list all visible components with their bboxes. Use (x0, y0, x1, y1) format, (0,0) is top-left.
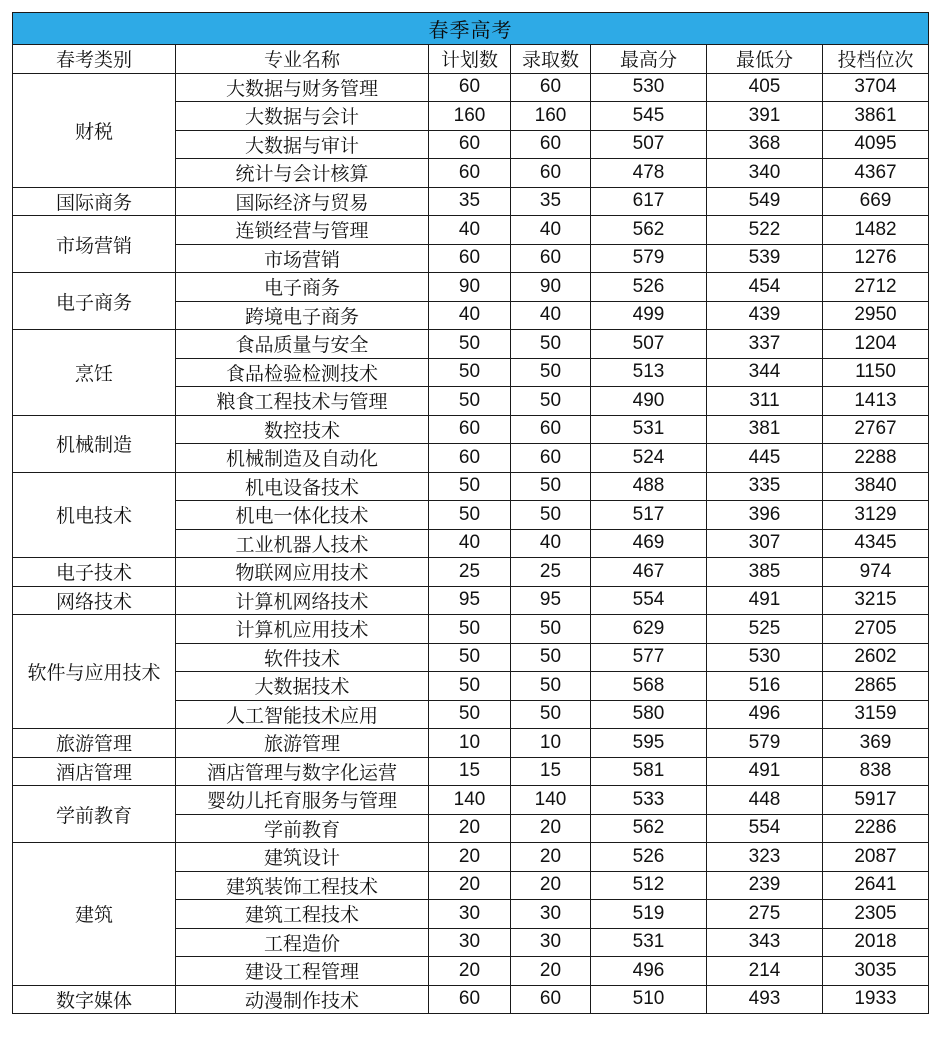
admitted-cell: 40 (511, 216, 591, 245)
table-row (13, 985, 929, 1014)
plan-cell: 60 (429, 444, 511, 473)
plan-cell: 50 (429, 358, 511, 387)
admitted-cell: 30 (511, 900, 591, 929)
rank-cell: 2018 (823, 928, 929, 957)
table-body (13, 73, 929, 1014)
major-cell: 连锁经营与管理 (176, 216, 429, 245)
rank-cell: 1276 (823, 244, 929, 273)
min-score-cell: 579 (707, 729, 823, 758)
rank-cell: 1204 (823, 330, 929, 359)
admitted-cell: 50 (511, 387, 591, 416)
max-score-cell: 513 (591, 358, 707, 387)
plan-cell: 20 (429, 957, 511, 986)
category-cell: 网络技术 (13, 586, 176, 615)
rank-cell: 2087 (823, 843, 929, 872)
header-admitted: 录取数 (511, 45, 591, 74)
max-score-cell: 507 (591, 130, 707, 159)
plan-cell: 35 (429, 187, 511, 216)
rank-cell: 669 (823, 187, 929, 216)
max-score-cell: 467 (591, 558, 707, 587)
rank-cell: 4095 (823, 130, 929, 159)
min-score-cell: 335 (707, 472, 823, 501)
admitted-cell: 25 (511, 558, 591, 587)
plan-cell: 40 (429, 301, 511, 330)
major-cell: 物联网应用技术 (176, 558, 429, 587)
category-cell: 软件与应用技术 (13, 615, 176, 729)
category-cell: 机械制造 (13, 415, 176, 472)
admitted-cell: 60 (511, 159, 591, 188)
max-score-cell: 519 (591, 900, 707, 929)
admitted-cell: 50 (511, 615, 591, 644)
category-cell: 旅游管理 (13, 729, 176, 758)
max-score-cell: 526 (591, 843, 707, 872)
category-cell: 学前教育 (13, 786, 176, 843)
major-cell: 大数据与财务管理 (176, 73, 429, 102)
plan-cell: 25 (429, 558, 511, 587)
min-score-cell: 381 (707, 415, 823, 444)
max-score-cell: 579 (591, 244, 707, 273)
plan-cell: 60 (429, 130, 511, 159)
admitted-cell: 140 (511, 786, 591, 815)
plan-cell: 20 (429, 843, 511, 872)
admitted-cell: 50 (511, 672, 591, 701)
rank-cell: 1413 (823, 387, 929, 416)
plan-cell: 30 (429, 900, 511, 929)
table-row (13, 73, 929, 102)
plan-cell: 50 (429, 700, 511, 729)
min-score-cell: 385 (707, 558, 823, 587)
major-cell: 数控技术 (176, 415, 429, 444)
max-score-cell: 510 (591, 985, 707, 1014)
major-cell: 旅游管理 (176, 729, 429, 758)
major-cell: 婴幼儿托育服务与管理 (176, 786, 429, 815)
plan-cell: 90 (429, 273, 511, 302)
major-cell: 大数据与审计 (176, 130, 429, 159)
max-score-cell: 526 (591, 273, 707, 302)
min-score-cell: 307 (707, 529, 823, 558)
plan-cell: 40 (429, 216, 511, 245)
min-score-cell: 491 (707, 757, 823, 786)
admitted-cell: 20 (511, 814, 591, 843)
rank-cell: 2305 (823, 900, 929, 929)
min-score-cell: 516 (707, 672, 823, 701)
table-row (13, 330, 929, 359)
plan-cell: 20 (429, 814, 511, 843)
min-score-cell: 340 (707, 159, 823, 188)
min-score-cell: 323 (707, 843, 823, 872)
rank-cell: 2641 (823, 871, 929, 900)
admitted-cell: 40 (511, 529, 591, 558)
max-score-cell: 512 (591, 871, 707, 900)
rank-cell: 2286 (823, 814, 929, 843)
table-row (13, 615, 929, 644)
plan-cell: 50 (429, 672, 511, 701)
min-score-cell: 391 (707, 102, 823, 131)
table-row (13, 472, 929, 501)
header-rank: 投档位次 (823, 45, 929, 74)
major-cell: 学前教育 (176, 814, 429, 843)
max-score-cell: 581 (591, 757, 707, 786)
min-score-cell: 439 (707, 301, 823, 330)
max-score-cell: 469 (591, 529, 707, 558)
min-score-cell: 344 (707, 358, 823, 387)
max-score-cell: 507 (591, 330, 707, 359)
admitted-cell: 30 (511, 928, 591, 957)
admitted-cell: 160 (511, 102, 591, 131)
category-cell: 酒店管理 (13, 757, 176, 786)
max-score-cell: 595 (591, 729, 707, 758)
header-min-score: 最低分 (707, 45, 823, 74)
min-score-cell: 368 (707, 130, 823, 159)
rank-cell: 2705 (823, 615, 929, 644)
min-score-cell: 448 (707, 786, 823, 815)
rank-cell: 2712 (823, 273, 929, 302)
min-score-cell: 554 (707, 814, 823, 843)
min-score-cell: 549 (707, 187, 823, 216)
header-plan: 计划数 (429, 45, 511, 74)
major-cell: 软件技术 (176, 643, 429, 672)
plan-cell: 50 (429, 615, 511, 644)
major-cell: 建筑工程技术 (176, 900, 429, 929)
admitted-cell: 60 (511, 985, 591, 1014)
major-cell: 建筑设计 (176, 843, 429, 872)
major-cell: 大数据技术 (176, 672, 429, 701)
plan-cell: 50 (429, 501, 511, 530)
rank-cell: 2602 (823, 643, 929, 672)
table-row (13, 273, 929, 302)
table-title: 春季高考 (13, 13, 929, 45)
major-cell: 建设工程管理 (176, 957, 429, 986)
admitted-cell: 20 (511, 843, 591, 872)
plan-cell: 50 (429, 387, 511, 416)
category-cell: 国际商务 (13, 187, 176, 216)
admitted-cell: 50 (511, 700, 591, 729)
rank-cell: 3840 (823, 472, 929, 501)
admitted-cell: 60 (511, 130, 591, 159)
major-cell: 市场营销 (176, 244, 429, 273)
major-cell: 建筑装饰工程技术 (176, 871, 429, 900)
min-score-cell: 539 (707, 244, 823, 273)
table-row (13, 843, 929, 872)
max-score-cell: 478 (591, 159, 707, 188)
rank-cell: 838 (823, 757, 929, 786)
header-major: 专业名称 (176, 45, 429, 74)
table-row (13, 757, 929, 786)
major-cell: 计算机应用技术 (176, 615, 429, 644)
header-max-score: 最高分 (591, 45, 707, 74)
min-score-cell: 275 (707, 900, 823, 929)
max-score-cell: 562 (591, 814, 707, 843)
min-score-cell: 454 (707, 273, 823, 302)
major-cell: 电子商务 (176, 273, 429, 302)
min-score-cell: 522 (707, 216, 823, 245)
max-score-cell: 531 (591, 415, 707, 444)
admitted-cell: 10 (511, 729, 591, 758)
admitted-cell: 20 (511, 957, 591, 986)
admitted-cell: 60 (511, 444, 591, 473)
max-score-cell: 530 (591, 73, 707, 102)
major-cell: 食品质量与安全 (176, 330, 429, 359)
max-score-cell: 496 (591, 957, 707, 986)
table-row (13, 729, 929, 758)
category-cell: 财税 (13, 73, 176, 187)
table-row (13, 586, 929, 615)
admitted-cell: 50 (511, 358, 591, 387)
max-score-cell: 531 (591, 928, 707, 957)
admitted-cell: 60 (511, 244, 591, 273)
major-cell: 酒店管理与数字化运营 (176, 757, 429, 786)
max-score-cell: 517 (591, 501, 707, 530)
major-cell: 统计与会计核算 (176, 159, 429, 188)
min-score-cell: 337 (707, 330, 823, 359)
admitted-cell: 95 (511, 586, 591, 615)
table-row (13, 558, 929, 587)
major-cell: 工程造价 (176, 928, 429, 957)
plan-cell: 20 (429, 871, 511, 900)
max-score-cell: 617 (591, 187, 707, 216)
plan-cell: 140 (429, 786, 511, 815)
max-score-cell: 577 (591, 643, 707, 672)
max-score-cell: 568 (591, 672, 707, 701)
table-row (13, 786, 929, 815)
major-cell: 国际经济与贸易 (176, 187, 429, 216)
max-score-cell: 629 (591, 615, 707, 644)
rank-cell: 2288 (823, 444, 929, 473)
min-score-cell: 525 (707, 615, 823, 644)
rank-cell: 3129 (823, 501, 929, 530)
rank-cell: 1482 (823, 216, 929, 245)
min-score-cell: 405 (707, 73, 823, 102)
major-cell: 人工智能技术应用 (176, 700, 429, 729)
admission-table-container (12, 12, 928, 1014)
category-cell: 数字媒体 (13, 985, 176, 1014)
rank-cell: 3704 (823, 73, 929, 102)
plan-cell: 50 (429, 643, 511, 672)
min-score-cell: 214 (707, 957, 823, 986)
rank-cell: 2865 (823, 672, 929, 701)
admission-table (12, 12, 929, 1014)
category-cell: 电子技术 (13, 558, 176, 587)
admitted-cell: 90 (511, 273, 591, 302)
min-score-cell: 311 (707, 387, 823, 416)
header-row (13, 45, 929, 74)
plan-cell: 30 (429, 928, 511, 957)
plan-cell: 95 (429, 586, 511, 615)
admitted-cell: 50 (511, 330, 591, 359)
rank-cell: 974 (823, 558, 929, 587)
major-cell: 机械制造及自动化 (176, 444, 429, 473)
rank-cell: 3215 (823, 586, 929, 615)
plan-cell: 160 (429, 102, 511, 131)
major-cell: 动漫制作技术 (176, 985, 429, 1014)
category-cell: 烹饪 (13, 330, 176, 416)
rank-cell: 369 (823, 729, 929, 758)
rank-cell: 1150 (823, 358, 929, 387)
rank-cell: 3035 (823, 957, 929, 986)
admitted-cell: 35 (511, 187, 591, 216)
rank-cell: 4345 (823, 529, 929, 558)
major-cell: 计算机网络技术 (176, 586, 429, 615)
min-score-cell: 396 (707, 501, 823, 530)
rank-cell: 3159 (823, 700, 929, 729)
major-cell: 食品检验检测技术 (176, 358, 429, 387)
major-cell: 大数据与会计 (176, 102, 429, 131)
plan-cell: 10 (429, 729, 511, 758)
major-cell: 机电一体化技术 (176, 501, 429, 530)
max-score-cell: 554 (591, 586, 707, 615)
admitted-cell: 15 (511, 757, 591, 786)
min-score-cell: 491 (707, 586, 823, 615)
plan-cell: 15 (429, 757, 511, 786)
admitted-cell: 20 (511, 871, 591, 900)
rank-cell: 4367 (823, 159, 929, 188)
admitted-cell: 50 (511, 643, 591, 672)
plan-cell: 60 (429, 73, 511, 102)
category-cell: 市场营销 (13, 216, 176, 273)
min-score-cell: 530 (707, 643, 823, 672)
rank-cell: 1933 (823, 985, 929, 1014)
category-cell: 机电技术 (13, 472, 176, 558)
admitted-cell: 50 (511, 501, 591, 530)
plan-cell: 60 (429, 244, 511, 273)
min-score-cell: 493 (707, 985, 823, 1014)
max-score-cell: 545 (591, 102, 707, 131)
min-score-cell: 496 (707, 700, 823, 729)
plan-cell: 50 (429, 472, 511, 501)
rank-cell: 2950 (823, 301, 929, 330)
admitted-cell: 50 (511, 472, 591, 501)
major-cell: 机电设备技术 (176, 472, 429, 501)
plan-cell: 60 (429, 985, 511, 1014)
rank-cell: 2767 (823, 415, 929, 444)
max-score-cell: 580 (591, 700, 707, 729)
max-score-cell: 490 (591, 387, 707, 416)
category-cell: 电子商务 (13, 273, 176, 330)
major-cell: 工业机器人技术 (176, 529, 429, 558)
header-category: 春考类别 (13, 45, 176, 74)
admitted-cell: 40 (511, 301, 591, 330)
min-score-cell: 239 (707, 871, 823, 900)
rank-cell: 5917 (823, 786, 929, 815)
rank-cell: 3861 (823, 102, 929, 131)
admitted-cell: 60 (511, 73, 591, 102)
plan-cell: 60 (429, 415, 511, 444)
plan-cell: 50 (429, 330, 511, 359)
category-cell: 建筑 (13, 843, 176, 986)
max-score-cell: 488 (591, 472, 707, 501)
table-row (13, 216, 929, 245)
max-score-cell: 499 (591, 301, 707, 330)
major-cell: 粮食工程技术与管理 (176, 387, 429, 416)
plan-cell: 40 (429, 529, 511, 558)
admitted-cell: 60 (511, 415, 591, 444)
plan-cell: 60 (429, 159, 511, 188)
major-cell: 跨境电子商务 (176, 301, 429, 330)
min-score-cell: 445 (707, 444, 823, 473)
min-score-cell: 343 (707, 928, 823, 957)
table-row (13, 415, 929, 444)
max-score-cell: 533 (591, 786, 707, 815)
table-row (13, 187, 929, 216)
max-score-cell: 562 (591, 216, 707, 245)
max-score-cell: 524 (591, 444, 707, 473)
